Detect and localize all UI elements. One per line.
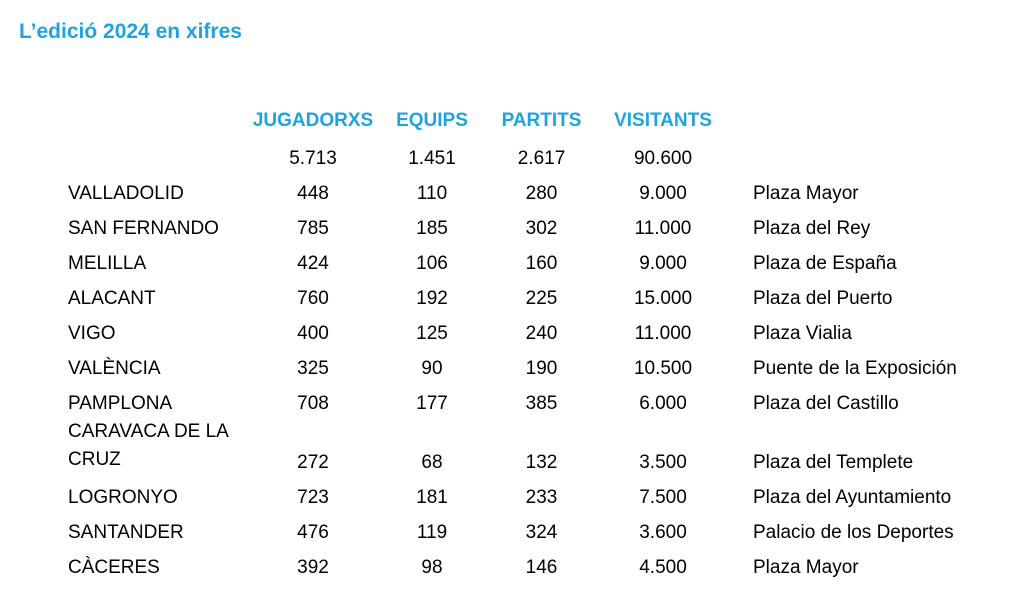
venue-name: Plaza Vialia <box>753 323 852 344</box>
venue-column-header <box>724 104 984 137</box>
visitors-count: 9.000 <box>639 183 687 204</box>
table-row <box>60 242 984 277</box>
visitors-count: 3.600 <box>639 522 687 543</box>
table-row <box>60 476 984 511</box>
matches-count: 240 <box>525 323 558 344</box>
city-name: SANTANDER <box>68 522 184 543</box>
matches-count: 160 <box>525 253 558 274</box>
table-row <box>60 207 984 242</box>
table-row <box>60 511 984 546</box>
teams-count: 98 <box>421 557 443 578</box>
table-row <box>60 546 984 581</box>
teams-count: 90 <box>421 358 443 379</box>
city-name: CARAVACA DE LA CRUZ <box>68 421 228 470</box>
visitors-count: 11.000 <box>634 323 692 344</box>
players-count: 400 <box>297 323 329 344</box>
players-count: 448 <box>297 183 329 204</box>
city-name: PAMPLONA <box>68 393 173 414</box>
document-title: L’edició 2024 en xifres <box>19 20 242 43</box>
visitors-count: 4.500 <box>639 557 687 578</box>
teams-count: 181 <box>416 487 448 508</box>
matches-count: 324 <box>525 522 558 543</box>
teams-count: 185 <box>416 218 448 239</box>
venue-name: Plaza Mayor <box>753 557 859 578</box>
players-count: 760 <box>297 288 329 309</box>
venue-name: Plaza Mayor <box>753 183 859 204</box>
teams-count: 106 <box>416 253 448 274</box>
players-count: 708 <box>297 393 329 414</box>
players-column-header: JUGADORXS <box>252 109 374 131</box>
city-name: MELILLA <box>68 253 147 274</box>
visitors-count: 11.000 <box>634 218 692 239</box>
city-column-header <box>60 104 243 137</box>
players-count: 392 <box>297 557 329 578</box>
visitors-count: 9.000 <box>639 253 687 274</box>
venue-name: Plaza del Rey <box>753 218 871 239</box>
city-name: ALACANT <box>68 288 156 309</box>
matches-count: 146 <box>525 557 558 578</box>
venue-name: Plaza del Ayuntamiento <box>753 487 952 508</box>
players-count: 785 <box>297 218 329 239</box>
edition-stats-table <box>60 104 984 581</box>
table-row <box>60 382 984 417</box>
total-teams: 1.451 <box>408 148 456 169</box>
totals-label-cell <box>60 137 243 172</box>
players-count: 272 <box>297 452 329 473</box>
totals-row <box>60 137 984 172</box>
teams-count: 192 <box>416 288 448 309</box>
city-name: VALLADOLID <box>68 183 184 204</box>
city-name: VALÈNCIA <box>68 358 161 379</box>
table-row <box>60 312 984 347</box>
teams-count: 177 <box>416 393 448 414</box>
matches-count: 302 <box>525 218 558 239</box>
players-count: 325 <box>297 358 329 379</box>
matches-count: 190 <box>525 358 558 379</box>
venue-name: Plaza del Templete <box>753 452 914 473</box>
teams-count: 110 <box>416 183 448 204</box>
table-row <box>60 417 984 476</box>
total-matches: 2.617 <box>517 148 566 169</box>
table-row <box>60 347 984 382</box>
venue-name: Puente de la Exposición <box>753 358 957 379</box>
visitors-count: 7.500 <box>639 487 687 508</box>
city-name: SAN FERNANDO <box>68 218 219 239</box>
visitors-count: 10.500 <box>633 358 693 379</box>
table-row <box>60 277 984 312</box>
venue-name: Palacio de los Deportes <box>753 522 954 543</box>
venue-name: Plaza del Puerto <box>753 288 893 309</box>
matches-count: 280 <box>525 183 558 204</box>
venue-name: Plaza del Castillo <box>753 393 899 414</box>
city-name: LOGRONYO <box>68 487 178 508</box>
total-players: 5.713 <box>289 148 337 169</box>
visitors-count: 3.500 <box>639 452 687 473</box>
teams-column-header: EQUIPS <box>396 109 468 131</box>
header-row <box>60 104 984 137</box>
matches-count: 225 <box>525 288 558 309</box>
players-count: 723 <box>297 487 329 508</box>
matches-count: 132 <box>525 452 558 473</box>
teams-count: 68 <box>421 452 443 473</box>
teams-count: 125 <box>416 323 448 344</box>
visitors-count: 15.000 <box>633 288 693 309</box>
visitors-column-header: VISITANTS <box>614 109 712 131</box>
totals-venue-cell <box>724 137 984 172</box>
city-name: CÀCERES <box>68 557 160 578</box>
players-count: 476 <box>297 522 329 543</box>
matches-count: 233 <box>525 487 558 508</box>
visitors-count: 6.000 <box>639 393 687 414</box>
teams-count: 119 <box>416 522 448 543</box>
matches-count: 385 <box>525 393 558 414</box>
total-visitors: 90.600 <box>633 148 693 169</box>
city-name: VIGO <box>68 323 116 344</box>
table-row <box>60 172 984 207</box>
players-count: 424 <box>297 253 329 274</box>
matches-column-header: PARTITS <box>501 109 582 131</box>
venue-name: Plaza de España <box>753 253 897 274</box>
